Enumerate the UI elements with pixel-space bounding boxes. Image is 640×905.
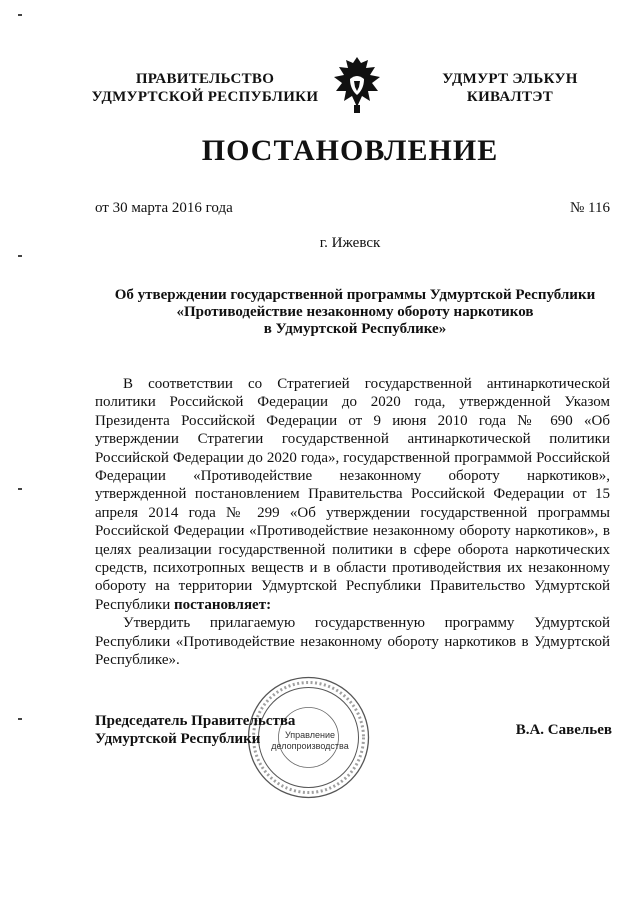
- signer-line: Удмуртской Республики: [95, 731, 261, 747]
- header-left-line: ПРАВИТЕЛЬСТВО: [135, 71, 275, 87]
- body-paragraph: [95, 375, 610, 614]
- document-subject: [100, 287, 610, 338]
- stamp-line: Управление: [284, 730, 336, 740]
- body-text-run: В соответствии со Стратегией государственной антинаркотической политики Российской Федерации до 2020 года, утвержденной Указом Президента Российской Федерации от 9 июня 2010 года № 690 «Об утверждении Стратегии государственной антинаркотической политики Российской Федерации до 2020 года», государственной программой Российской Федерации «Противодействие незаконному обороту наркотиков», утвержденной постановлением Правительства Российской Федерации от 15 апреля 2014 года № 299 «Об утверждении государственной программы Российской Федерации «Противодействие незаконному обороту наркотиков», в целях реализации государственной политики в сфере оборота наркотических средств, психотропных веществ и в области противодействия их незаконному обороту на территории Удмуртской Республики Правительство Удмуртской Республики: [95, 376, 610, 613]
- scan-mark: [18, 255, 22, 257]
- header-right-line: УДМУРТ ЭЛЬКУН: [442, 71, 578, 87]
- subject-line: в Удмуртской Республике»: [263, 321, 447, 337]
- header-left-line: УДМУРТСКОЙ РЕСПУБЛИКИ: [91, 89, 319, 105]
- header-right: [410, 70, 610, 106]
- document-body: [95, 375, 610, 670]
- signer-name: В.А. Савельев: [515, 722, 612, 738]
- signer-position: [95, 712, 295, 748]
- header-right-line: КИВАЛТЭТ: [466, 89, 554, 105]
- body-bold-punct: :: [266, 596, 272, 613]
- scan-mark: [18, 718, 22, 720]
- stamp-line: делопроизводства: [271, 741, 349, 751]
- subject-line: Об утверждении государственной программы Удмуртской Республики: [114, 287, 596, 303]
- document-date: от 30 марта 2016 года: [95, 200, 233, 216]
- body-bold-run: постановляет: [174, 596, 267, 613]
- header-left: [80, 70, 330, 106]
- document-number: № 116: [569, 200, 610, 216]
- scan-mark: [18, 14, 22, 16]
- document-city: г. Ижевск: [319, 235, 381, 251]
- subject-line: «Противодействие незаконному обороту наркотиков: [176, 304, 534, 320]
- document-title: ПОСТАНОВЛЕНИЕ: [201, 134, 499, 167]
- body-paragraph: Утвердить прилагаемую государственную программу Удмуртской Республики «Противодействие незаконному обороту наркотиков в Удмуртской Республике».: [95, 615, 610, 669]
- coat-of-arms-icon: [330, 55, 384, 115]
- signer-line: Председатель Правительства: [95, 713, 296, 729]
- scan-mark: [18, 488, 22, 490]
